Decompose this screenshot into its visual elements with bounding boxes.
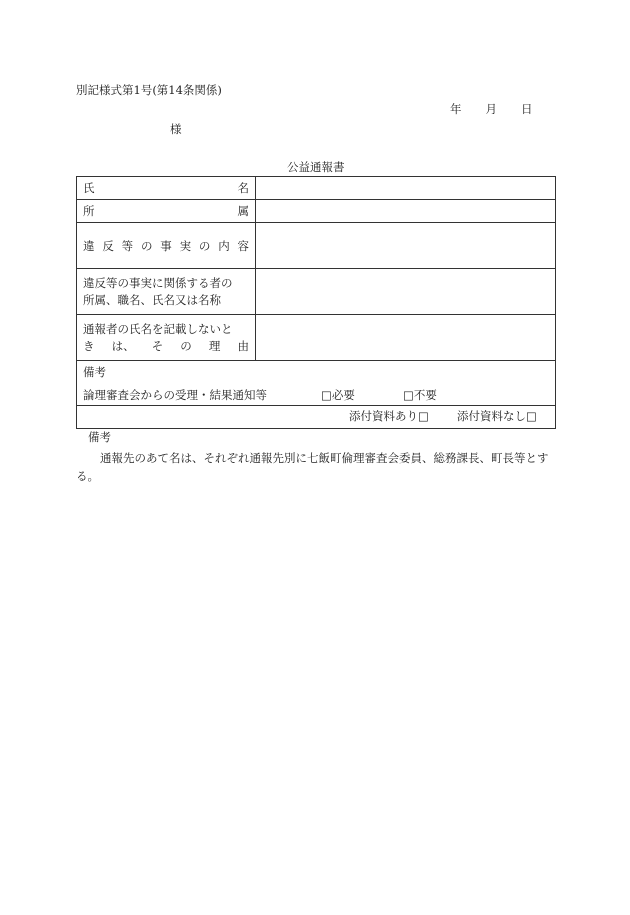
form-number: 別記様式第1号(第14条関係) [76,83,222,97]
footnote-body: 通報先のあて名は、それぞれ通報先別に七飯町倫理審査会委員、総務課長、町長等とする。 [76,451,549,483]
table-row-attachments [77,406,556,429]
date-year: 年 [450,102,462,116]
need-checkbox[interactable]: □必要 [321,388,355,402]
table-row-reason [77,315,556,361]
violation-field[interactable] [256,223,556,269]
label-name: 氏 名 [77,177,256,200]
attachment-no-checkbox[interactable]: 添付資料なし□ [457,409,537,423]
table-row-violation [77,223,556,269]
label-affiliation: 所 属 [77,200,256,223]
date-line [450,104,533,116]
label-violation: 違 反 等 の 事 実 の 内 容 [77,223,256,269]
no-need-checkbox[interactable]: □不要 [403,388,437,402]
report-form-table [76,176,556,429]
date-month: 月 [485,102,497,116]
reason-field[interactable] [256,315,556,361]
table-row-related-person [77,269,556,315]
date-day: 日 [521,102,533,116]
affiliation-field[interactable] [256,200,556,223]
related-person-field[interactable] [256,269,556,315]
remarks-title: 備考 [83,365,106,379]
form-title: 公益通報書 [287,160,345,174]
table-row-remarks [77,361,556,406]
name-field[interactable] [256,177,556,200]
table-row-affiliation [77,200,556,223]
table-row-name [77,177,556,200]
attachment-yes-checkbox[interactable]: 添付資料あり□ [349,409,429,423]
remarks-section [77,361,556,406]
notification-label: 論理審査会からの受理・結果通知等 [83,388,267,402]
label-related-person: 違反等の事実に関係する者の 所属、職名、氏名又は名称 [77,269,256,315]
label-reason: 通報者の氏名を記載しないと き は、 そ の 理 由 [77,315,256,361]
footnote-title: 備考 [88,430,111,444]
addressee-suffix: 様 [170,122,182,136]
attachments-section [77,406,556,429]
